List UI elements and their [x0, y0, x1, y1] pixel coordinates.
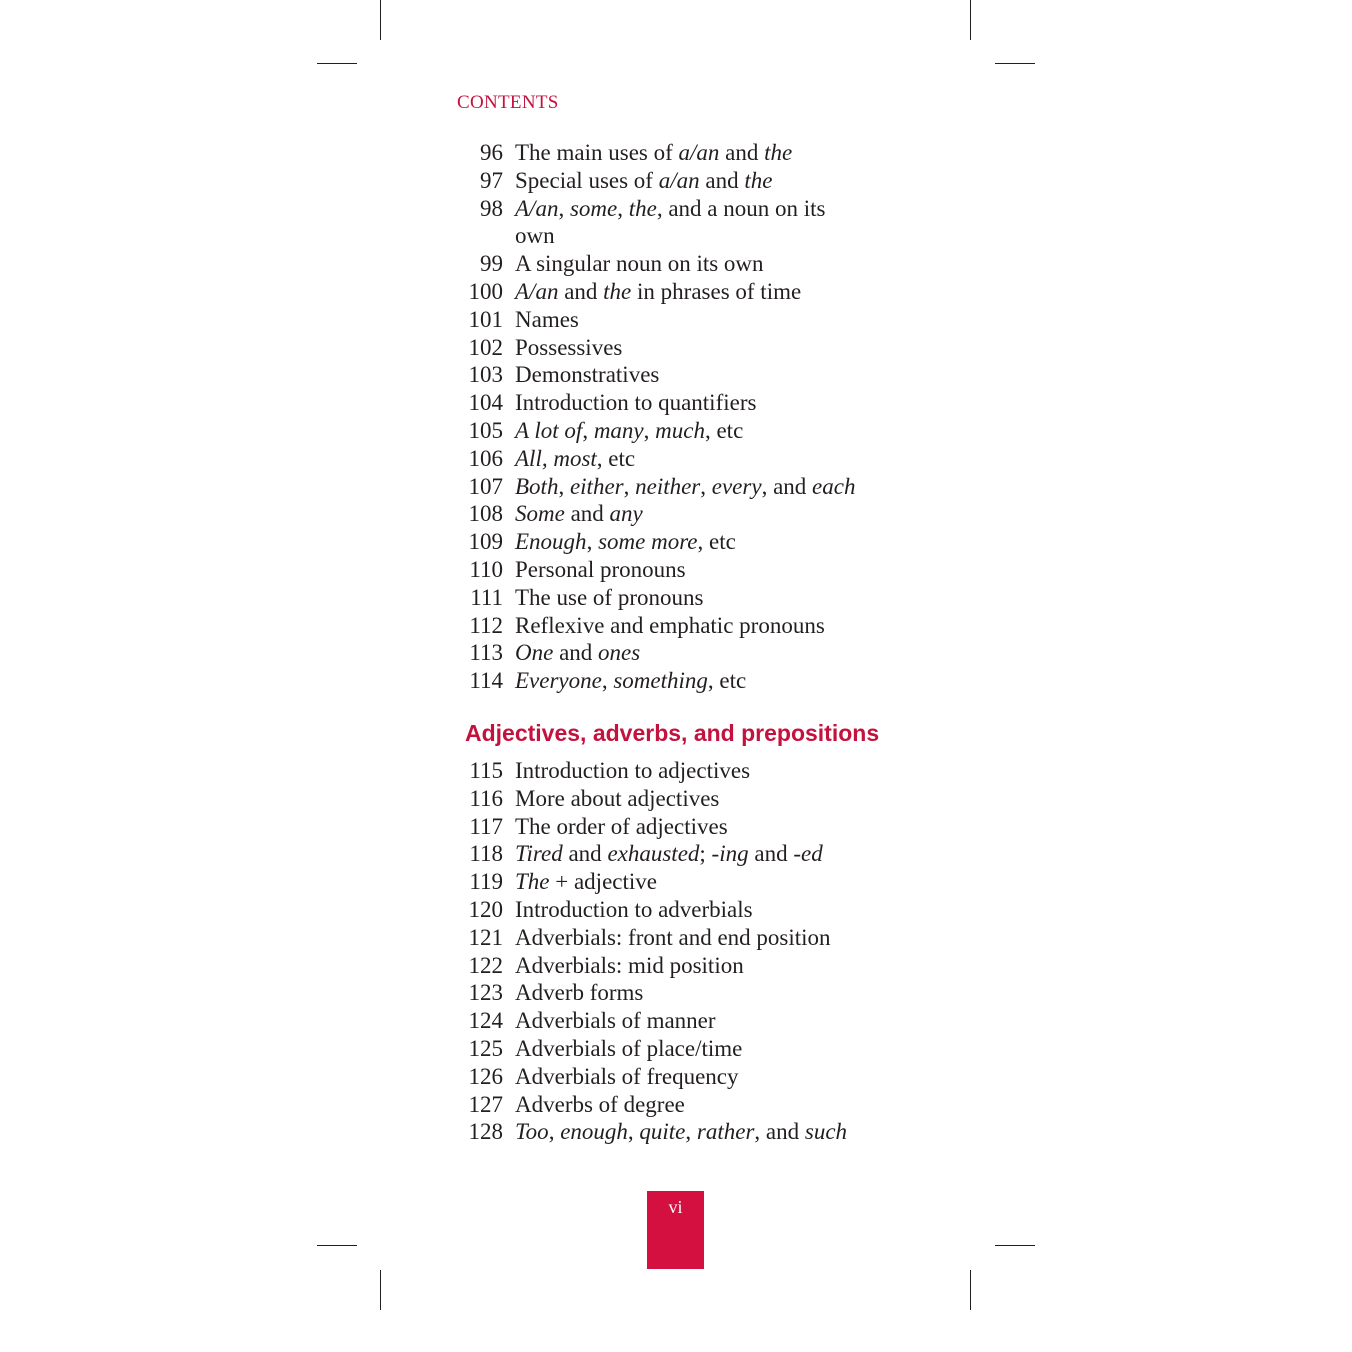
toc-entry-title-italic: every	[711, 473, 762, 499]
toc-entry-number	[455, 222, 503, 250]
toc-entry-title-italic: the	[603, 278, 632, 304]
toc-entry-number: 105	[468, 417, 503, 443]
toc-entry	[455, 445, 895, 473]
toc-entry	[455, 417, 895, 445]
toc-entry	[455, 639, 895, 667]
toc-entry	[455, 757, 895, 785]
toc-entry-title-text: ,	[617, 195, 629, 221]
toc-entry-title-text: Reflexive and emphatic pronouns	[515, 612, 825, 638]
toc-entry-number: 97	[480, 167, 503, 193]
toc-entry-title	[503, 278, 895, 306]
toc-entry	[455, 334, 895, 362]
toc-entry-title-text: and	[553, 640, 599, 666]
toc-entry-number: 104	[468, 390, 503, 416]
toc-entry-title-text: and	[564, 501, 610, 527]
toc-entry-title-text: A singular noun on its own	[515, 251, 764, 277]
toc-entry-title-italic: -ed	[793, 841, 823, 867]
toc-entry	[455, 167, 895, 195]
toc-entry-title	[503, 222, 895, 250]
toc-entry-title-text: Special uses of	[515, 167, 659, 193]
toc-entry-title	[503, 813, 895, 841]
toc-entry	[455, 896, 895, 924]
toc-entry-title-text: , and a noun on its	[656, 195, 826, 221]
toc-entry-title-italic: One	[515, 640, 554, 666]
toc-entry-title-text: and	[699, 167, 745, 193]
toc-entry-title-text: and	[562, 841, 608, 867]
toc-entry-title-italic: A lot of	[515, 417, 583, 443]
toc-entry-number: 115	[469, 758, 503, 783]
toc-entry-number: 119	[469, 869, 503, 895]
toc-entry	[455, 924, 895, 952]
toc-entry	[455, 222, 895, 250]
toc-entry-title-text: Possessives	[515, 334, 623, 360]
toc-entry-title-italic: Tired	[515, 841, 563, 867]
toc-entry-title-text: The main uses of	[515, 140, 679, 165]
toc-entry-title	[503, 139, 895, 167]
toc-entry-title-text: ,	[558, 473, 570, 499]
toc-entry-title-italic: All, most	[515, 445, 597, 471]
toc-entry-title-text: Personal pronouns	[515, 556, 686, 582]
toc-entry-title-text: , etc	[704, 417, 744, 443]
toc-entry-title	[503, 667, 895, 695]
toc-entry	[455, 952, 895, 980]
toc-entry	[455, 785, 895, 813]
toc-entry-title-text: ,	[601, 668, 614, 694]
toc-entry-number: 111	[470, 584, 503, 610]
toc-entry	[455, 139, 895, 167]
toc-entry-title	[503, 896, 895, 924]
toc-entry-title	[503, 1063, 895, 1091]
toc-entry-title-text: Introduction to adverbials	[515, 896, 753, 922]
toc-entry-title-text: The use of pronouns	[515, 584, 704, 610]
crop-mark-top-right-vertical	[970, 0, 971, 40]
toc-entry-title-text: + adjective	[549, 869, 657, 895]
toc-entry-title-text: Adverbs of degree	[515, 1091, 685, 1117]
toc-list-part2	[455, 757, 895, 1146]
toc-entry-title-italic: the	[628, 195, 657, 221]
toc-entry	[455, 528, 895, 556]
toc-entry-title	[503, 1007, 895, 1035]
toc-entry-title	[503, 417, 895, 445]
toc-entry	[455, 556, 895, 584]
toc-entry-title-text: ,	[558, 195, 570, 221]
toc-entry-title-italic: enough	[560, 1119, 628, 1145]
toc-entry	[455, 1118, 895, 1146]
toc-entry-title-text: ,	[643, 417, 656, 443]
toc-entry	[455, 612, 895, 640]
toc-entry-title-text: Adverbials: mid position	[515, 952, 744, 978]
toc-entry-title	[503, 979, 895, 1007]
toc-entry-number: 114	[469, 668, 503, 694]
toc-entry-title	[503, 167, 895, 195]
toc-entry	[455, 979, 895, 1007]
toc-entry-number: 102	[468, 334, 503, 360]
toc-entry-title-italic: Enough	[515, 529, 587, 555]
toc-entry-title-text: Adverbials of place/time	[515, 1035, 743, 1061]
toc-entry-title-text: and	[558, 278, 604, 304]
toc-entry-title-text: and	[719, 140, 765, 165]
toc-entry	[455, 278, 895, 306]
toc-entry	[455, 667, 895, 695]
toc-entry-title-text: Adverbials: front and end position	[515, 924, 831, 950]
toc-entry-title-italic: many	[593, 417, 644, 443]
toc-entry	[455, 1007, 895, 1035]
toc-entry	[455, 1091, 895, 1119]
toc-entry-title-italic: Some	[515, 501, 565, 527]
crop-mark-bottom-right-horizontal	[995, 1245, 1035, 1246]
toc-entry-title-text: Introduction to quantifiers	[515, 390, 757, 416]
toc-entry-title-text: ,	[623, 473, 636, 499]
toc-entry	[455, 250, 895, 278]
toc-entry-number: 124	[468, 1008, 503, 1034]
toc-entry-title-italic: much	[655, 417, 705, 443]
toc-entry-title	[503, 840, 895, 868]
toc-entry	[455, 195, 895, 223]
toc-entry	[455, 840, 895, 868]
toc-entry-number: 125	[468, 1035, 503, 1061]
toc-entry-title-text: ;	[699, 841, 712, 867]
toc-entry-number: 126	[468, 1063, 503, 1089]
toc-entry-title-italic: Both	[515, 473, 559, 499]
toc-entry-title-text: in phrases of time	[631, 278, 802, 304]
toc-entry-title-text: own	[515, 223, 555, 249]
toc-entry-title-text: ,	[700, 473, 712, 499]
toc-entry-title-italic: rather	[696, 1119, 755, 1145]
toc-entry-title-italic: A/an	[515, 278, 559, 304]
toc-entry-title	[503, 639, 895, 667]
toc-entry	[455, 868, 895, 896]
toc-entry-title-italic: a/an	[678, 140, 720, 165]
toc-entry	[455, 473, 895, 501]
toc-entry-title-text: , and	[761, 473, 813, 499]
toc-entry	[455, 584, 895, 612]
page-number: vi	[647, 1191, 704, 1269]
toc-entry-title-text: Adverb forms	[515, 980, 644, 1006]
toc-entry-title-italic: each	[812, 473, 856, 499]
toc-entry-title-italic: neither	[635, 473, 701, 499]
toc-entry-title-text: , and	[754, 1119, 805, 1145]
toc-list-part1	[455, 139, 895, 695]
toc-entry-number: 109	[468, 529, 503, 555]
toc-entry	[455, 361, 895, 389]
toc-entry-number: 123	[468, 980, 503, 1006]
toc-entry-title-text: ,	[586, 529, 599, 555]
toc-entry-title-italic: quite	[639, 1119, 686, 1145]
toc-entry-title-italic: Too	[515, 1119, 549, 1145]
toc-entry-title-italic: such	[804, 1119, 848, 1145]
toc-entry-number: 96	[480, 140, 503, 165]
section-heading: Adjectives, adverbs, and prepositions	[465, 720, 880, 746]
toc-entry-title-text: Adverbials of frequency	[515, 1063, 739, 1089]
toc-entry-number: 107	[468, 473, 503, 499]
crop-mark-bottom-left-vertical	[380, 1270, 381, 1310]
toc-entry-title-text: , etc	[596, 445, 636, 471]
toc-entry-title-italic: Everyone	[515, 668, 602, 694]
toc-entry-number: 118	[469, 841, 503, 867]
toc-entry-title-italic: something	[613, 668, 708, 694]
toc-entry-title	[503, 757, 895, 785]
toc-entry-title	[503, 952, 895, 980]
toc-entry-number: 117	[469, 813, 503, 839]
toc-entry-number: 108	[468, 501, 503, 527]
toc-entry-title-italic: the	[744, 167, 773, 193]
crop-mark-top-left-horizontal	[317, 63, 357, 64]
toc-entry	[455, 389, 895, 417]
toc-entry-number: 106	[468, 445, 503, 471]
toc-entry-title-italic: some more	[598, 529, 698, 555]
running-head: CONTENTS	[457, 92, 559, 113]
toc-entry-title-text: Introduction to adjectives	[515, 758, 751, 783]
toc-entry-title	[503, 195, 895, 223]
toc-entry-title-italic: ones	[598, 640, 641, 666]
toc-entry-title-text: ,	[548, 1119, 561, 1145]
toc-entry-title-italic: a/an	[658, 167, 700, 193]
toc-entry-number: 112	[469, 612, 503, 638]
toc-entry-title	[503, 584, 895, 612]
toc-entry-number: 127	[468, 1091, 503, 1117]
crop-mark-top-right-horizontal	[995, 63, 1035, 64]
toc-entry-title-text: Names	[515, 306, 579, 332]
toc-entry-title	[503, 361, 895, 389]
toc-entry-title-italic: exhausted	[607, 841, 700, 867]
toc-entry-title-italic: any	[609, 501, 643, 527]
toc-entry-title-text: , etc	[707, 668, 747, 694]
toc-entry-title	[503, 389, 895, 417]
toc-entry-title-text: More about adjectives	[515, 785, 720, 811]
toc-entry-title-text: Demonstratives	[515, 362, 660, 388]
toc-entry-title-italic: The	[515, 869, 550, 895]
toc-entry-title-text: , etc	[697, 529, 736, 555]
toc-entry-title-text: ,	[627, 1119, 640, 1145]
toc-entry-title	[503, 250, 895, 278]
toc-entry-title-italic: either	[569, 473, 624, 499]
toc-entry-number: 116	[469, 785, 503, 811]
toc-entry-title	[503, 500, 895, 528]
toc-entry	[455, 1035, 895, 1063]
toc-entry-number: 101	[468, 306, 503, 332]
toc-entry-title	[503, 473, 895, 501]
toc-entry-number: 99	[480, 251, 503, 277]
crop-mark-bottom-right-vertical	[970, 1270, 971, 1310]
toc-entry-title	[503, 556, 895, 584]
crop-mark-bottom-left-horizontal	[317, 1245, 357, 1246]
toc-entry-title	[503, 1118, 895, 1146]
toc-entry-title-italic: the	[764, 140, 793, 165]
toc-entry-title	[503, 1091, 895, 1119]
toc-entry-number: 113	[469, 640, 503, 666]
toc-entry	[455, 1063, 895, 1091]
toc-entry	[455, 306, 895, 334]
crop-mark-top-left-vertical	[380, 0, 381, 40]
toc-entry-title	[503, 924, 895, 952]
toc-entry-title	[503, 1035, 895, 1063]
toc-entry-title-text: Adverbials of manner	[515, 1008, 716, 1034]
toc-entry-number: 122	[468, 952, 503, 978]
toc-entry-title	[503, 445, 895, 473]
toc-entry-number: 121	[468, 924, 503, 950]
toc-entry-number: 128	[468, 1119, 503, 1145]
toc-entry-title	[503, 612, 895, 640]
toc-entry-title-italic: some	[569, 195, 618, 221]
toc-entry-title-text: The order of adjectives	[515, 813, 728, 839]
toc-entry-title-italic: A/an	[515, 195, 559, 221]
toc-entry-title-text: ,	[582, 417, 594, 443]
toc-entry-title-text: ,	[685, 1119, 697, 1145]
toc-entry-title	[503, 334, 895, 362]
toc-entry	[455, 813, 895, 841]
toc-entry-title	[503, 785, 895, 813]
toc-entry-number: 120	[468, 896, 503, 922]
toc-entry-number: 98	[480, 195, 503, 221]
toc-entry-title	[503, 528, 895, 556]
toc-entry-number: 100	[468, 278, 503, 304]
toc-entry-number: 103	[468, 362, 503, 388]
toc-entry-title-italic: -ing	[711, 841, 749, 867]
toc-entry	[455, 500, 895, 528]
toc-entry-title	[503, 306, 895, 334]
toc-entry-title	[503, 868, 895, 896]
toc-entry-number: 110	[469, 556, 503, 582]
toc-entry-title-text: and	[748, 841, 794, 867]
